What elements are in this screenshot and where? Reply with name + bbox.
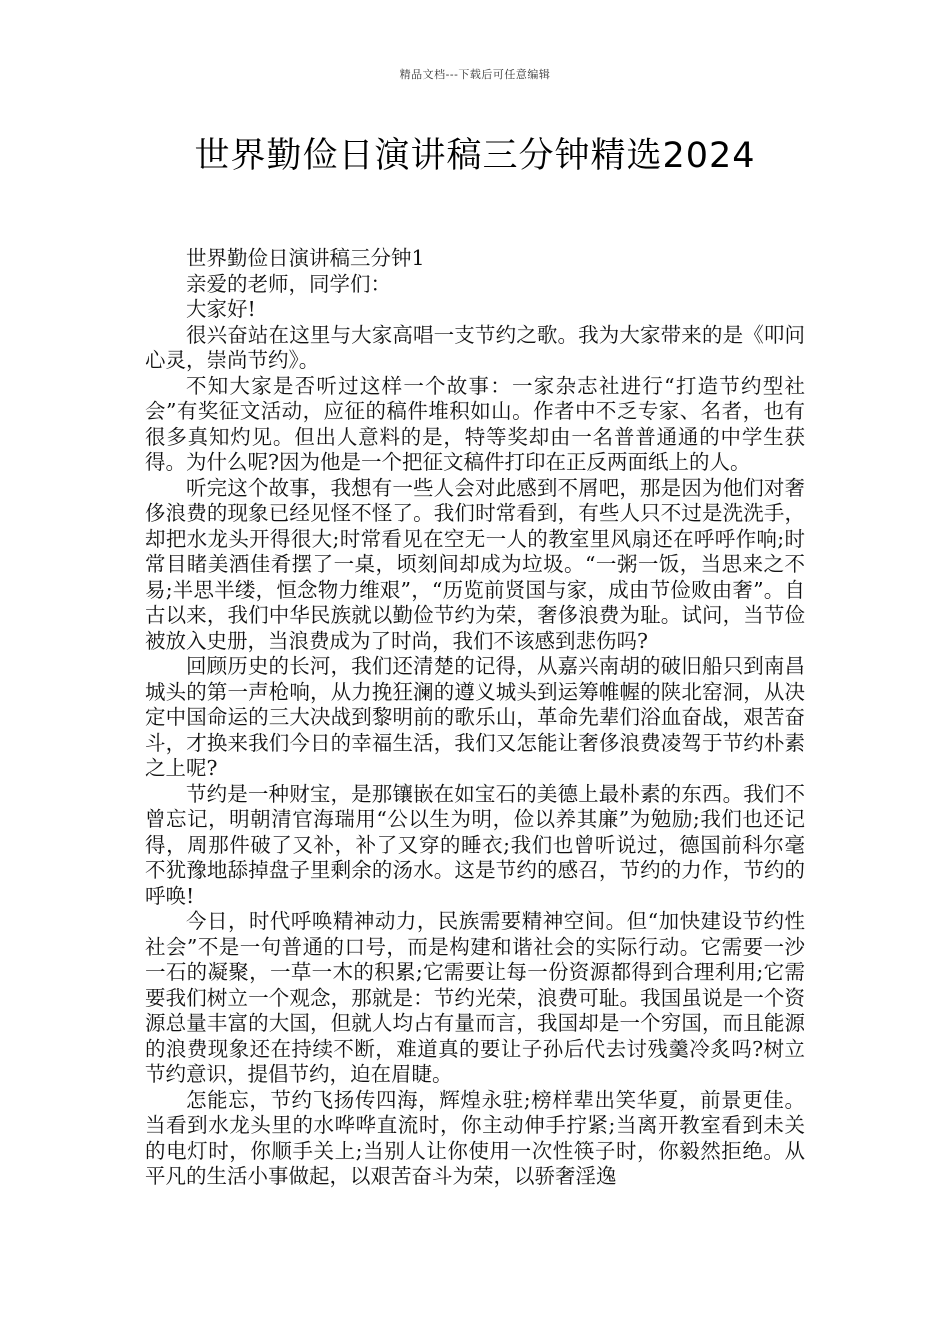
paragraph: 听完这个故事，我想有一些人会对此感到不屑吧，那是因为他们对奢侈浪费的现象已经见怪不怪了。我们时常看到，有些人只不过是洗洗手，却把水龙头开得很大;时常看见在空无一人的教室里风扇还在呼呼作响;时常目睹美酒佳肴摆了一桌，顷刻间却成为垃圾。“一粥一饭，当思来之不易;半思半缕，恒念物力维艰”，“历览前贤国与家，成由节俭败由奢”。自古以来，我们中华民族就以勤俭节约为荣，奢侈浪费为耻。试问，当节俭被放入史册，当浪费成为了时尚，我们不该感到悲伤吗?	[145, 475, 805, 653]
paragraph: 今日，时代呼唤精神动力，民族需要精神空间。但“加快建设节约性社会”不是一句普通的口号，而是构建和谐社会的实际行动。它需要一沙一石的凝聚，一草一木的积累;它需要让每一份资源都得到合理利用;它需要我们树立一个观念，那就是：节约光荣，浪费可耻。我国虽说是一个资源总量丰富的大国，但就人均占有量而言，我国却是一个穷国，而且能源的浪费现象还在持续不断，难道真的要让子孙后代去讨残羹冷炙吗?树立节约意识，提倡节约，迫在眉睫。	[145, 909, 805, 1086]
document-title: 世界勤俭日演讲稿三分钟精选2024	[194, 136, 756, 176]
paragraph: 很兴奋站在这里与大家高唱一支节约之歌。我为大家带来的是《叩问心灵，崇尚节约》。	[145, 322, 805, 372]
paragraph: 不知大家是否听过这样一个故事：一家杂志社进行“打造节约型社会”有奖征文活动，应征的稿件堆积如山。作者中不乏专家、名者，也有很多真知灼见。但出人意料的是，特等奖却由一名普普通通的中学生获得。为什么呢?因为他是一个把征文稿件打印在正反两面纸上的人。	[145, 373, 805, 474]
paragraph: 节约是一种财宝，是那镶嵌在如宝石的美德上最朴素的东西。我们不曾忘记，明朝清官海瑞用“公以生为明，俭以养其廉”为勉励;我们也还记得，周那件破了又补，补了又穿的睡衣;我们也曾听说过，德国前科尔毫不犹豫地舔掉盘子里剩余的汤水。这是节约的感召，节约的力作，节约的呼唤!	[145, 781, 805, 908]
paragraph-subtitle: 世界勤俭日演讲稿三分钟1	[186, 246, 425, 270]
header-note: 精品文档---下载后可任意编辑	[399, 68, 551, 81]
document-body	[145, 246, 805, 1190]
paragraph: 怎能忘，节约飞扬传四海，辉煌永驻;榜样辈出笑华夏，前景更佳。当看到水龙头里的水哗哗直流时，你主动伸手拧紧;当离开教室看到未关的电灯时，你顺手关上;当别人让你使用一次性筷子时，你毅然拒绝。从平凡的生活小事做起，以艰苦奋斗为荣，以骄奢淫逸	[145, 1087, 805, 1188]
paragraph: 回顾历史的长河，我们还清楚的记得，从嘉兴南胡的破旧船只到南昌城头的第一声枪响，从力挽狂澜的遵义城头到运筹帷幄的陕北窑洞，从决定中国命运的三大决战到黎明前的歌乐山，革命先辈们浴血奋战，艰苦奋斗，才换来我们今日的幸福生活，我们又怎能让奢侈浪费凌驾于节约朴素之上呢?	[145, 654, 805, 780]
paragraph-salutation: 亲爱的老师，同学们：	[186, 271, 391, 296]
paragraph-greeting: 大家好!	[186, 297, 256, 321]
